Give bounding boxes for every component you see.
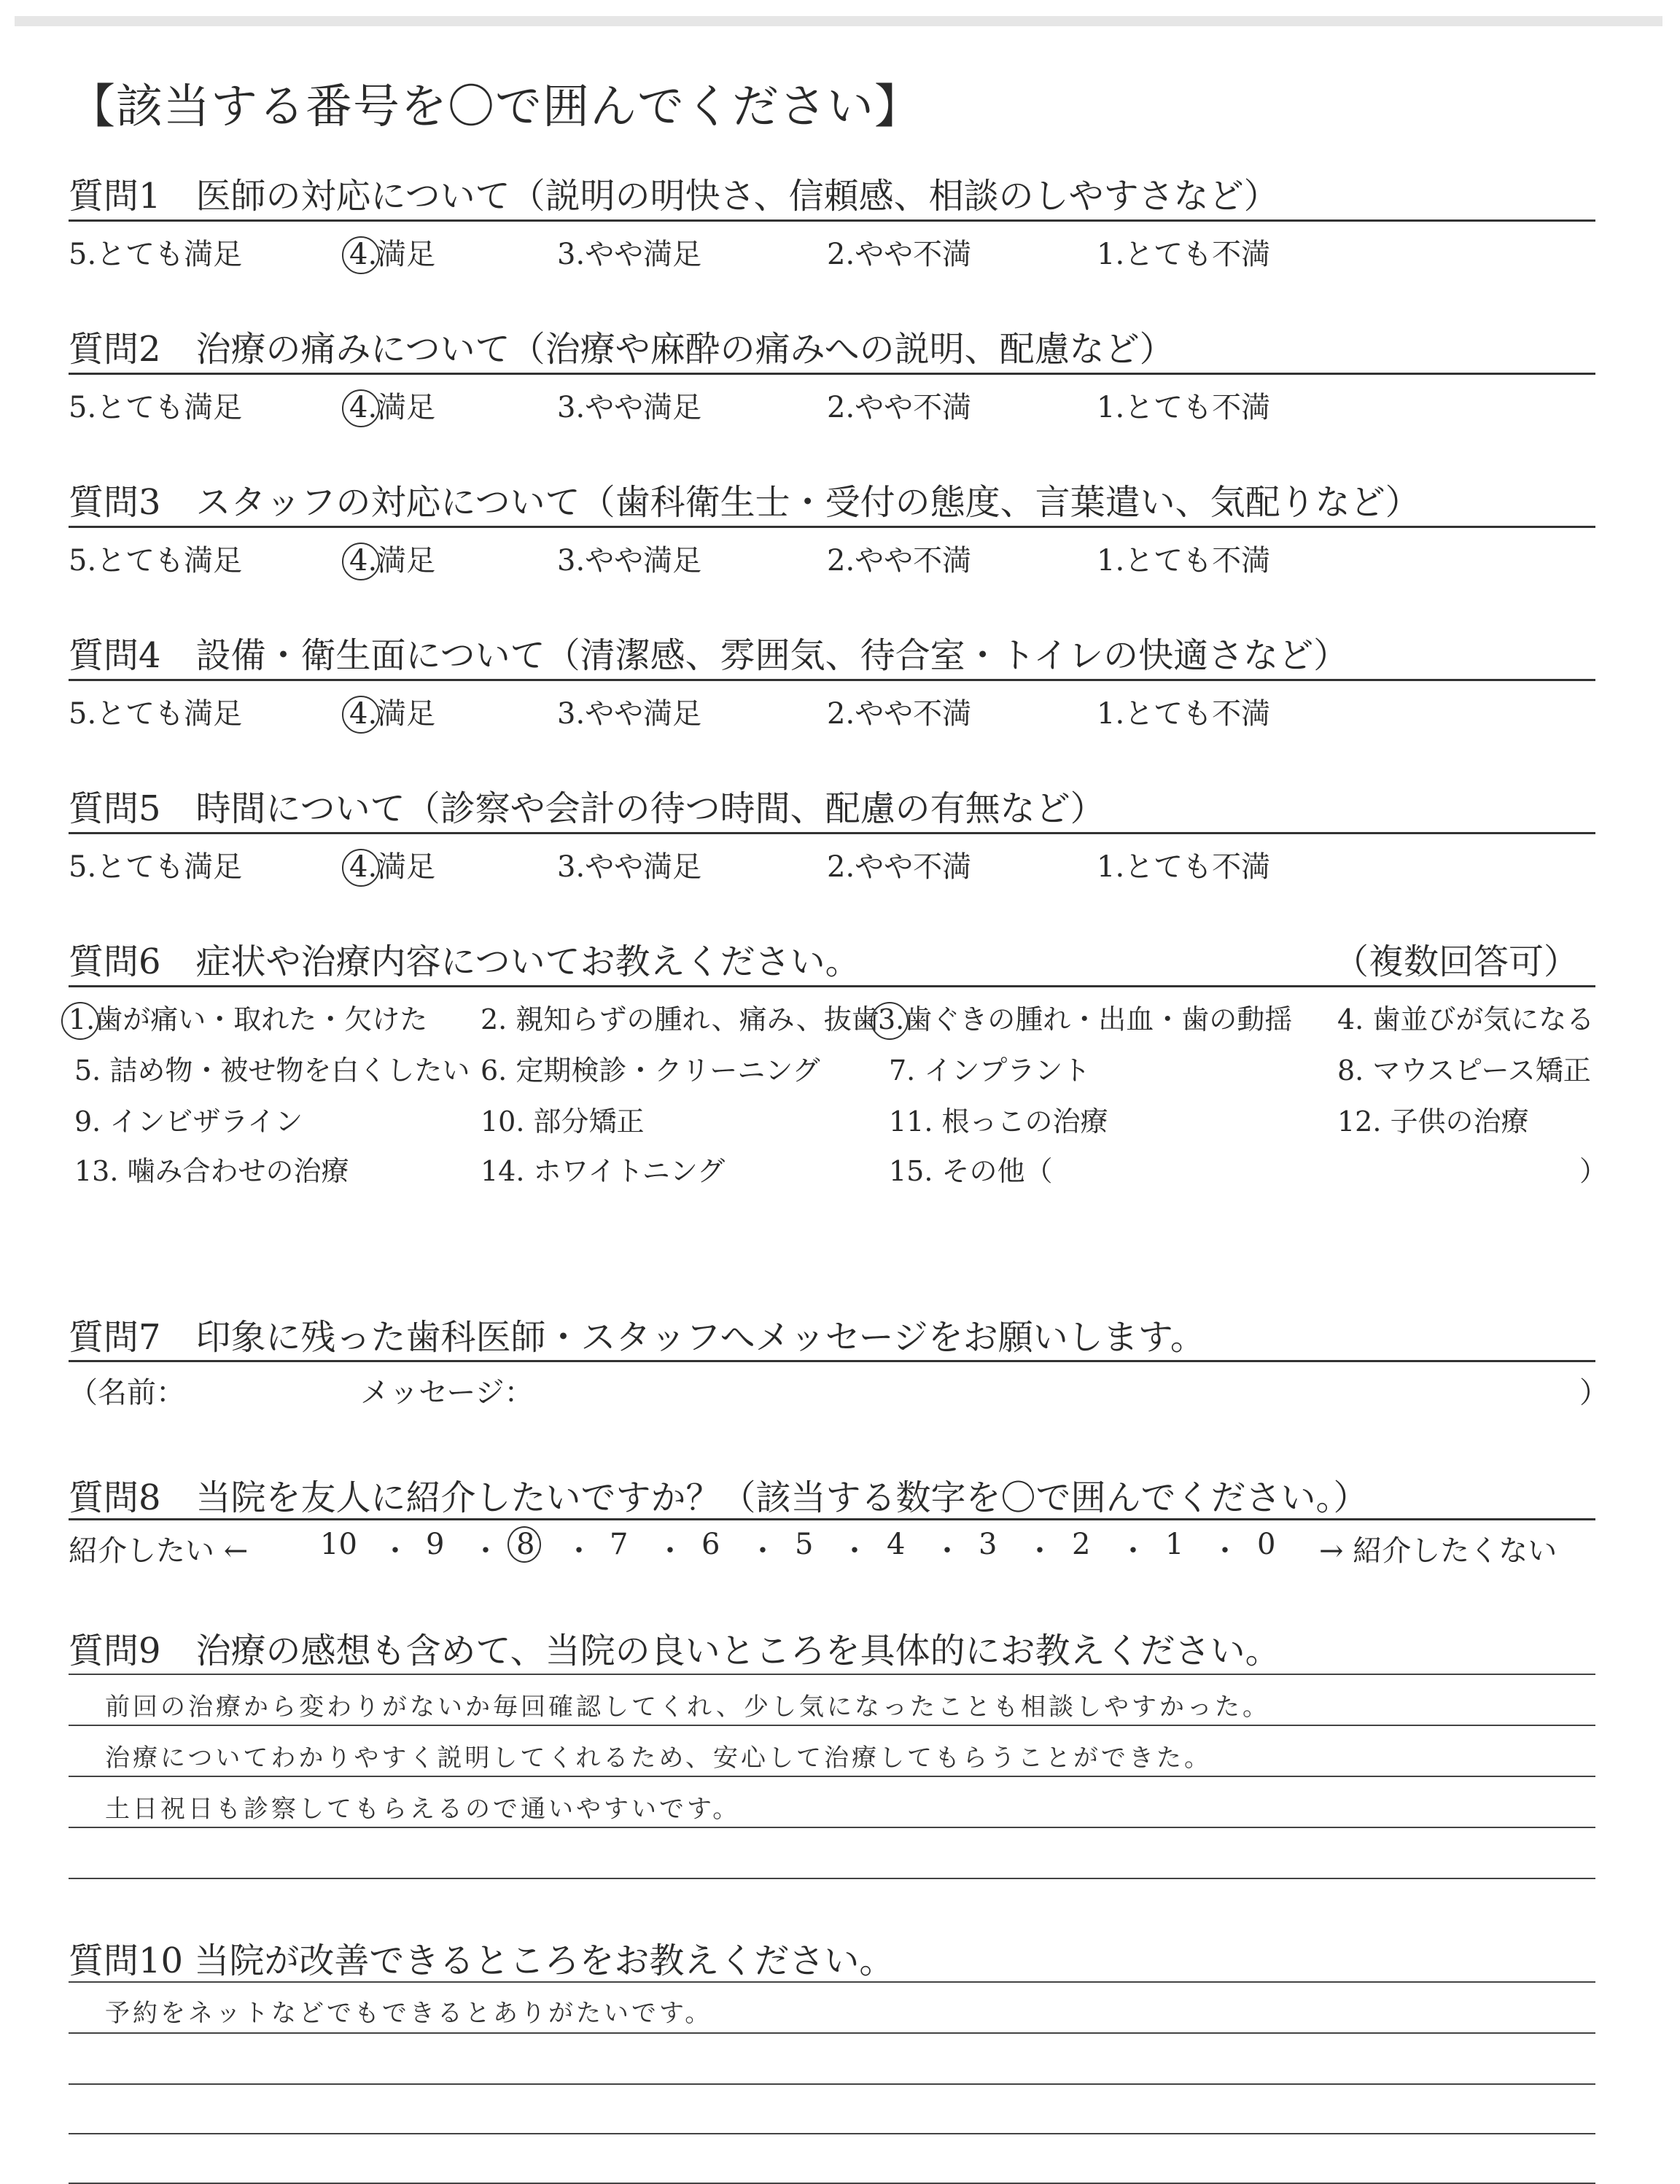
q6-item-8[interactable]: 8. マウスピース矯正 <box>1337 1054 1591 1087</box>
q6-item-11[interactable]: 11. 根っこの治療 <box>889 1105 1108 1138</box>
scale-dot: ・ <box>564 1534 594 1568</box>
selection-circle <box>61 1002 99 1040</box>
question-5-heading: 質問5 時間について（診察や会計の待つ時間、配慮の有無など） <box>69 788 1105 829</box>
multiple-answers-note: （複数回答可） <box>1334 941 1579 982</box>
q6-item-10[interactable]: 10. 部分矯正 <box>481 1105 645 1138</box>
selection-circle <box>342 849 380 887</box>
question-6-heading: 質問6 症状や治療内容についてお教えください。 <box>69 941 860 982</box>
q6-item-13[interactable]: 13. 噛み合わせの治療 <box>74 1155 349 1187</box>
scale-7[interactable]: 7 <box>610 1528 629 1561</box>
scale-dot: ・ <box>381 1534 410 1568</box>
question-3-heading: 質問3 スタッフの対応について（歯科衛生士・受付の態度、言葉遣い、気配りなど） <box>69 482 1420 523</box>
answer-line <box>69 1776 1595 1777</box>
q6-item-12[interactable]: 12. 子供の治療 <box>1337 1105 1529 1138</box>
scale-9[interactable]: 9 <box>426 1528 445 1561</box>
option-very-dissatisfied[interactable]: 1.とても不満 <box>1097 391 1271 424</box>
divider <box>69 373 1595 375</box>
q6-item-3-circled[interactable]: 3.歯ぐきの腫れ・出血・歯の動揺 <box>878 997 1292 1037</box>
option-somewhat-dissatisfied[interactable]: 2.やや不満 <box>827 391 972 424</box>
option-very-dissatisfied[interactable]: 1.とても不満 <box>1097 238 1271 271</box>
scale-dot: ・ <box>933 1534 962 1568</box>
scale-5[interactable]: 5 <box>795 1528 814 1561</box>
selection-circle <box>342 543 380 580</box>
scale-2[interactable]: 2 <box>1072 1528 1091 1561</box>
selection-circle <box>342 389 380 427</box>
option-satisfied-circled[interactable]: 4.満足 <box>349 384 435 426</box>
answer-line <box>69 2083 1595 2085</box>
scale-right-label: → 紹介したくない <box>1319 1534 1558 1568</box>
question-7-heading: 質問7 印象に残った歯科医師・スタッフへメッセージをお願いします。 <box>69 1317 1205 1358</box>
scale-dot: ・ <box>656 1534 685 1568</box>
option-very-dissatisfied[interactable]: 1.とても不満 <box>1097 850 1271 884</box>
scale-dot: ・ <box>1025 1534 1054 1568</box>
option-somewhat-dissatisfied[interactable]: 2.やや不満 <box>827 697 972 731</box>
selection-circle <box>342 236 380 274</box>
q6-item-4[interactable]: 4. 歯並びが気になる <box>1337 1003 1595 1035</box>
option-satisfied-circled[interactable]: 4.満足 <box>349 691 435 732</box>
option-satisfied-circled[interactable]: 4.満足 <box>349 844 435 885</box>
message-label: メッセージ： <box>360 1376 534 1410</box>
q6-item-5[interactable]: 5. 詰め物・被せ物を白くしたい <box>74 1054 470 1087</box>
q6-item-15[interactable]: 15. その他（ <box>889 1155 1053 1187</box>
answer-line <box>69 1725 1595 1726</box>
question-1-heading: 質問1 医師の対応について（説明の明快さ、信頼感、相談のしやすさなど） <box>69 176 1279 217</box>
option-very-satisfied[interactable]: 5.とても満足 <box>69 238 243 271</box>
option-somewhat-satisfied[interactable]: 3.やや満足 <box>557 391 702 424</box>
q9-answer-line-3: 土日祝日も診察してもらえるので通いやすいです。 <box>105 1795 741 1824</box>
question-4-heading: 質問4 設備・衛生面について（清潔感、雰囲気、待合室・トイレの快適さなど） <box>69 635 1349 676</box>
divider <box>69 985 1595 987</box>
q6-item-7[interactable]: 7. インプラント <box>889 1054 1091 1087</box>
name-label: （名前： <box>69 1376 185 1410</box>
option-satisfied-circled[interactable]: 4.満足 <box>349 231 435 273</box>
option-somewhat-satisfied[interactable]: 3.やや満足 <box>557 544 702 578</box>
q9-answer-line-2: 治療についてわかりやすく説明してくれるため、安心して治療してもらうことができた。 <box>105 1744 1212 1773</box>
scale-4[interactable]: 4 <box>887 1528 906 1561</box>
option-very-satisfied[interactable]: 5.とても満足 <box>69 697 243 731</box>
divider <box>69 832 1595 834</box>
question-9-heading: 質問9 治療の感想も含めて、当院の良いところを具体的にお教えください。 <box>69 1631 1280 1671</box>
scale-left-label: 紹介したい ← <box>69 1534 249 1568</box>
question-10-heading: 質問10 当院が改善できるところをお教えください。 <box>69 1940 895 1981</box>
answer-line <box>69 1674 1595 1675</box>
scale-dot: ・ <box>471 1534 500 1568</box>
question-8-heading: 質問8 当院を友人に紹介したいですか？（該当する数字を〇で囲んでください。） <box>69 1477 1369 1518</box>
scan-top-edge <box>15 16 1662 26</box>
option-very-satisfied[interactable]: 5.とても満足 <box>69 850 243 884</box>
option-very-dissatisfied[interactable]: 1.とても不満 <box>1097 697 1271 731</box>
q9-answer-line-1: 前回の治療から変わりがないか毎回確認してくれ、少し気になったことも相談しやすかった。 <box>105 1693 1271 1722</box>
divider <box>69 1360 1595 1362</box>
scale-dot: ・ <box>1119 1534 1148 1568</box>
q10-answer-line-1: 予約をネットなどでもできるとありがたいです。 <box>105 1999 713 2028</box>
option-very-satisfied[interactable]: 5.とても満足 <box>69 391 243 424</box>
answer-line <box>69 2032 1595 2034</box>
answer-line <box>69 1878 1595 1879</box>
option-somewhat-dissatisfied[interactable]: 2.やや不満 <box>827 544 972 578</box>
q6-other-close-paren: ） <box>1579 1155 1608 1187</box>
option-somewhat-dissatisfied[interactable]: 2.やや不満 <box>827 850 972 884</box>
option-somewhat-dissatisfied[interactable]: 2.やや不満 <box>827 238 972 271</box>
scale-6[interactable]: 6 <box>701 1528 720 1561</box>
q6-item-9[interactable]: 9. インビザライン <box>74 1105 303 1138</box>
scale-3[interactable]: 3 <box>979 1528 998 1561</box>
scale-dot: ・ <box>840 1534 869 1568</box>
divider <box>69 219 1595 222</box>
option-somewhat-satisfied[interactable]: 3.やや満足 <box>557 697 702 731</box>
divider <box>69 679 1595 681</box>
divider <box>69 1518 1595 1520</box>
q6-item-6[interactable]: 6. 定期検診・クリーニング <box>481 1054 820 1087</box>
question-2-heading: 質問2 治療の痛みについて（治療や麻酔の痛みへの説明、配慮など） <box>69 329 1175 370</box>
close-paren: ） <box>1579 1376 1609 1410</box>
option-very-dissatisfied[interactable]: 1.とても不満 <box>1097 544 1271 578</box>
scale-1[interactable]: 1 <box>1165 1528 1184 1561</box>
option-very-satisfied[interactable]: 5.とても満足 <box>69 544 243 578</box>
answer-line <box>69 1981 1595 1983</box>
form-title: 【該当する番号を〇で囲んでください】 <box>69 80 922 134</box>
option-satisfied-circled[interactable]: 4.満足 <box>349 537 435 579</box>
selection-circle <box>342 696 380 734</box>
scale-dot: ・ <box>748 1534 777 1568</box>
q6-item-2[interactable]: 2. 親知らずの腫れ、痛み、抜歯 <box>481 1003 879 1035</box>
selection-circle <box>871 1002 909 1040</box>
option-somewhat-satisfied[interactable]: 3.やや満足 <box>557 238 702 271</box>
divider <box>69 526 1595 528</box>
scale-dot: ・ <box>1210 1534 1240 1568</box>
answer-line <box>69 1827 1595 1828</box>
scale-0[interactable]: 0 <box>1257 1528 1276 1561</box>
q6-item-14[interactable]: 14. ホワイトニング <box>481 1155 726 1187</box>
q6-item-1-circled[interactable]: 1.歯が痛い・取れた・欠けた <box>69 997 427 1037</box>
scale-10[interactable]: 10 <box>320 1528 357 1561</box>
answer-line <box>69 2133 1595 2134</box>
option-somewhat-satisfied[interactable]: 3.やや満足 <box>557 850 702 884</box>
